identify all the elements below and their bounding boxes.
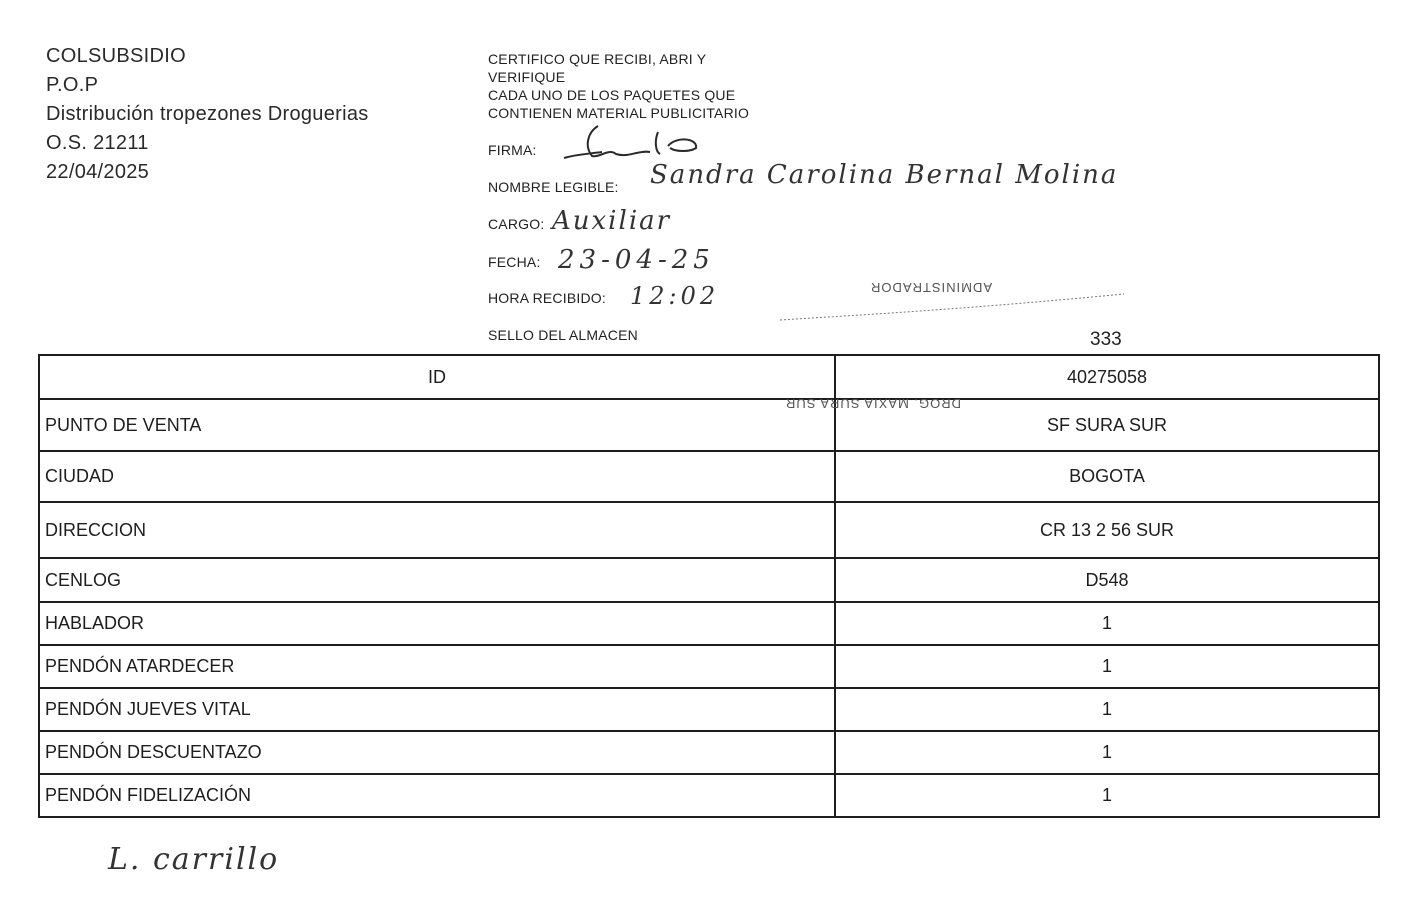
row-label: PUNTO DE VENTA [39,399,835,451]
item-row [39,774,1379,817]
item-label: PENDÓN JUEVES VITAL [39,688,835,731]
item-label: HABLADOR [39,602,835,645]
item-qty: 1 [835,774,1379,817]
certification-text [488,50,749,122]
header-date: 22/04/2025 [46,161,150,183]
sello-label: SELLO DEL ALMACEN [488,327,638,343]
item-row [39,731,1379,774]
cert-line: VERIFIQUE [488,69,566,85]
item-qty: 1 [835,602,1379,645]
item-row [39,688,1379,731]
row-value: BOGOTA [835,451,1379,502]
item-qty: 1 [835,731,1379,774]
cargo-value: Auxiliar [552,206,672,236]
stamp-text: ADMINISTRADOR [870,280,993,295]
row-label: DIRECCION [39,502,835,558]
stamp-line [778,290,1128,322]
item-row [39,602,1379,645]
nombre-value: Sandra Carolina Bernal Molina [650,160,1119,190]
delivery-table [38,354,1380,818]
nombre-label: NOMBRE LEGIBLE: [488,179,619,195]
table-row [39,399,1379,451]
id-label: ID [39,355,835,399]
header-block [46,42,369,187]
signature-drawing [558,118,708,166]
row-value: CR 13 2 56 SUR [835,502,1379,558]
table-row [39,451,1379,502]
order-number: O.S. 21211 [46,132,149,154]
item-label: PENDÓN DESCUENTAZO [39,731,835,774]
cert-line: CADA UNO DE LOS PAQUETES QUE [488,87,736,103]
cert-line: CONTIENEN MATERIAL PUBLICITARIO [488,105,750,121]
cert-line: CERTIFICO QUE RECIBI, ABRI Y [488,51,707,67]
store-number: 333 [1090,329,1122,350]
program-name: P.O.P [46,74,99,96]
item-row [39,645,1379,688]
handwritten-note: L. carrillo [108,842,280,877]
row-label: CIUDAD [39,451,835,502]
item-label: PENDÓN ATARDECER [39,645,835,688]
stamp-text-2: DROG. MAXIA SURA SUR [785,396,962,411]
company-name: COLSUBSIDIO [46,45,186,67]
hora-label: HORA RECIBIDO: [488,290,606,306]
row-value: D548 [835,558,1379,602]
hora-value: 12:02 [630,282,720,310]
id-value: 40275058 [835,355,1379,399]
cargo-label: CARGO: [488,216,545,232]
item-label: PENDÓN FIDELIZACIÓN [39,774,835,817]
table-row [39,558,1379,602]
table-row [39,355,1379,399]
fecha-value: 23-04-25 [558,245,715,275]
campaign-name: Distribución tropezones Droguerias [46,103,369,125]
row-label: CENLOG [39,558,835,602]
table-row [39,502,1379,558]
item-qty: 1 [835,688,1379,731]
firma-label: FIRMA: [488,142,537,158]
item-qty: 1 [835,645,1379,688]
fecha-label: FECHA: [488,254,541,270]
row-value: SF SURA SUR [835,399,1379,451]
